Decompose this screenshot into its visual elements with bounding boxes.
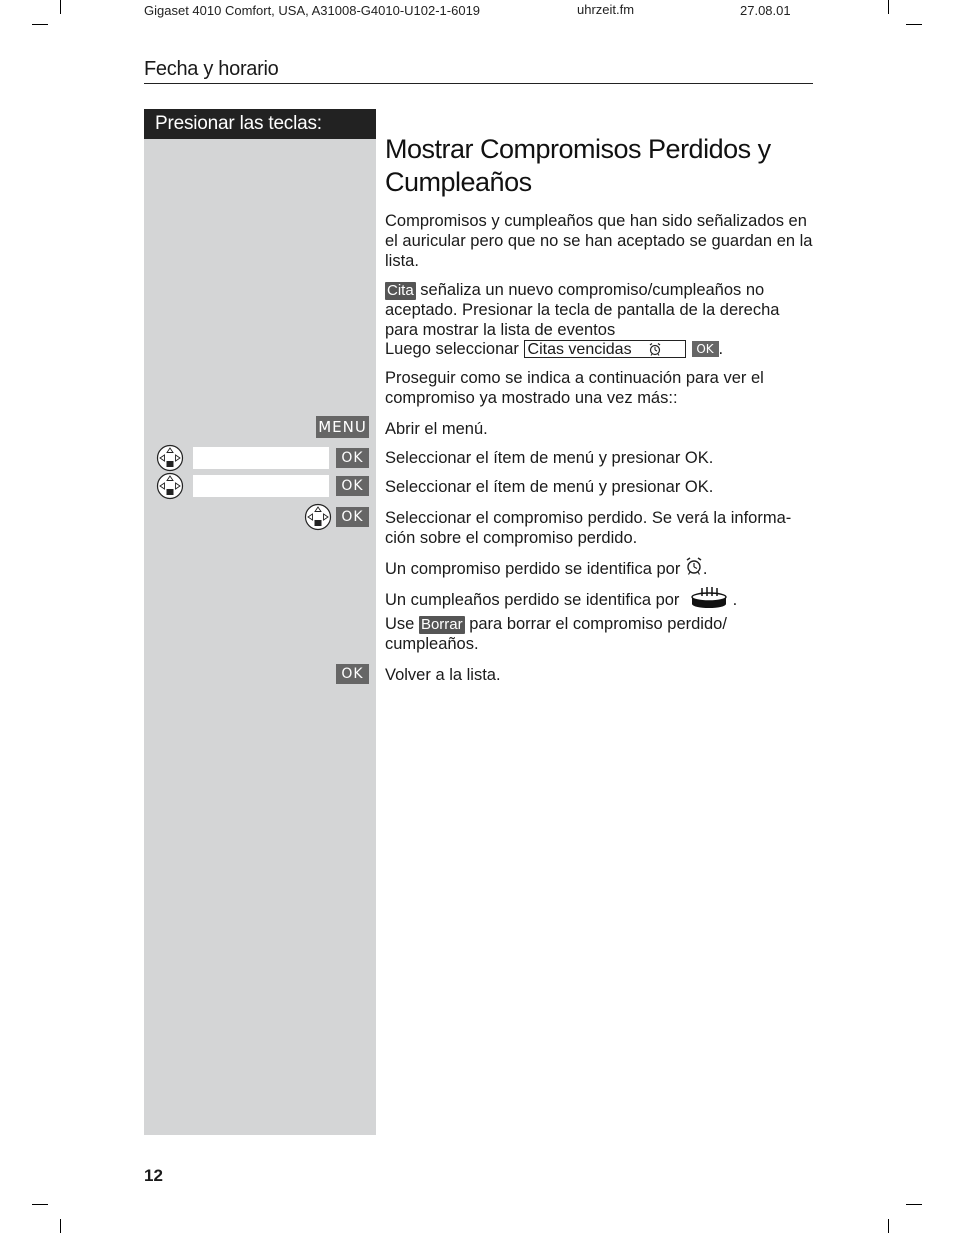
alarm-clock-icon <box>648 342 662 356</box>
keys-header: Presionar las teclas: <box>144 109 376 139</box>
borrar-text: para borrar el compromiso perdido/ cumpleaños. <box>385 615 727 653</box>
missed-birthday-line: Un cumpleaños perdido se identifica por . <box>385 585 815 610</box>
luego-text: Luego seleccionar <box>385 340 519 358</box>
doc-date: 27.08.01 <box>740 3 791 18</box>
cita-text: señaliza un nuevo compromiso/cumpleaños no aceptado. Presionar la tecla de pantalla de la derecha para mostrar la lista de eventos <box>385 281 780 339</box>
key-column <box>144 109 376 1135</box>
alarm-clock-icon <box>685 556 703 576</box>
step-select-item-1: Seleccionar el ítem de menú y presionar OK. <box>385 449 714 467</box>
crop-mark <box>906 24 922 25</box>
step-select-item-2: Seleccionar el ítem de menú y presionar OK. <box>385 478 714 496</box>
file-name: uhrzeit.fm <box>577 2 635 17</box>
ok-key: OK <box>336 476 369 496</box>
borrar-softkey: Borrar <box>420 616 463 633</box>
borrar-paragraph <box>385 614 815 654</box>
missed-appointment-text: Un compromiso perdido se identifica por <box>385 560 681 578</box>
menu-item-box <box>193 475 329 497</box>
missed-appointment-line: Un compromiso perdido se identifica por . <box>385 556 815 579</box>
cita-softkey: Cita <box>387 282 414 299</box>
ok-key: OK <box>336 507 369 527</box>
display-citas-vencidas <box>524 340 686 358</box>
birthday-cake-icon <box>690 585 728 609</box>
page-heading: Mostrar Compromisos Perdidos y Cumpleaños <box>385 134 771 197</box>
ok-key: OK <box>336 664 369 684</box>
nav-key-icon <box>304 503 332 531</box>
section-title: Fecha y horario <box>144 58 279 80</box>
nav-key-icon <box>156 444 184 472</box>
step-open-menu: Abrir el menú. <box>385 420 488 438</box>
ok-key: OK <box>336 448 369 468</box>
menu-item-box <box>193 447 329 469</box>
ok-key-inline: OK <box>692 341 719 357</box>
proseguir-paragraph: Proseguir como se indica a continuación para ver el compromiso ya mostrado una vez más:: <box>385 369 764 407</box>
cita-paragraph <box>385 280 815 340</box>
citas-vencidas-label: Citas vencidas <box>527 340 632 358</box>
doc-id: Gigaset 4010 Comfort, USA, A31008-G4010-U102-1-6019 <box>144 3 481 18</box>
nav-key-icon <box>156 472 184 500</box>
page-number: 12 <box>144 1166 163 1185</box>
crop-mark <box>60 0 61 14</box>
missed-birthday-text: Un cumpleaños perdido se identifica por <box>385 591 680 609</box>
section-divider <box>144 83 813 84</box>
crop-mark <box>906 1204 922 1205</box>
menu-key: MENU <box>316 416 369 438</box>
crop-mark <box>888 1219 889 1233</box>
luego-line: Luego seleccionar Citas vencidas OK . <box>385 340 724 358</box>
crop-mark <box>888 0 889 14</box>
intro-paragraph: Compromisos y cumpleaños que han sido señalizados en el auricular pero que no se han aceptado se guardan en la lista. <box>385 212 813 270</box>
step-return: Volver a la lista. <box>385 666 501 684</box>
crop-mark <box>32 1204 48 1205</box>
step-select-missed: Seleccionar el compromiso perdido. Se verá la informa-ción sobre el compromiso perdido. <box>385 509 792 547</box>
crop-mark <box>60 1219 61 1233</box>
use-text: Use <box>385 615 415 633</box>
crop-mark <box>32 24 48 25</box>
